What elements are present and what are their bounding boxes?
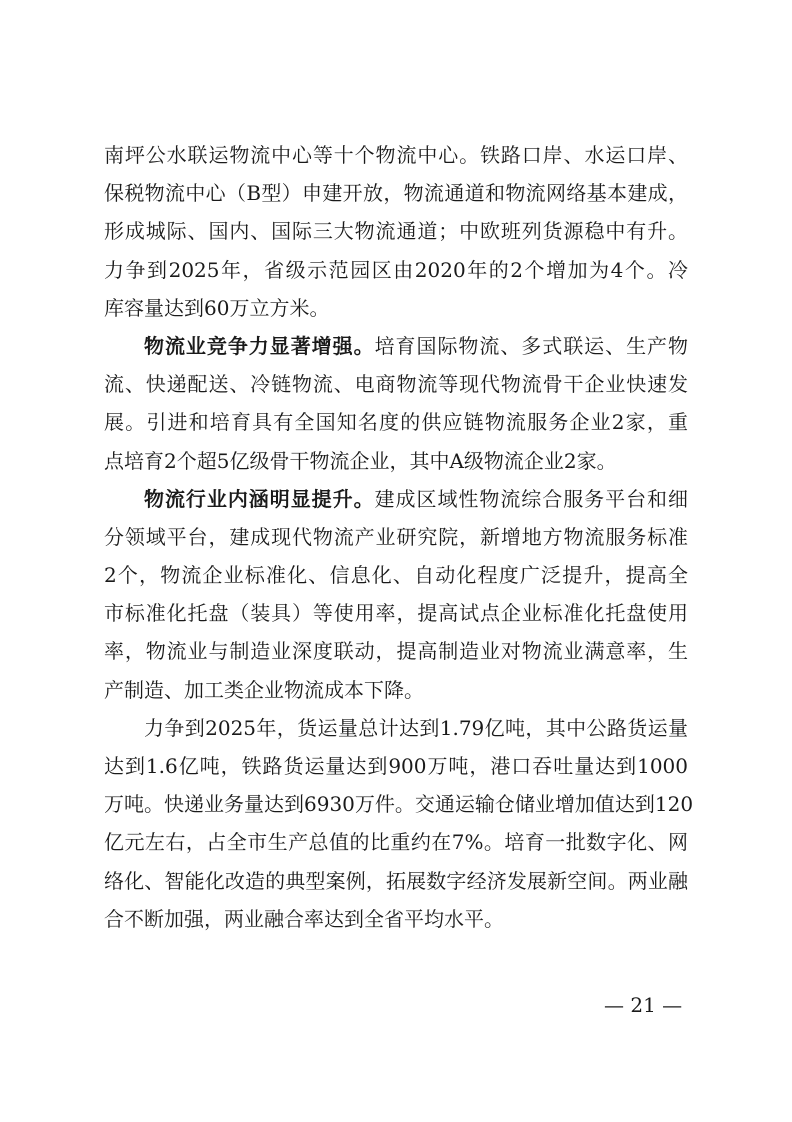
text-line: 万吨。快递业务量达到6930万件。交通运输仓储业增加值达到120 <box>104 792 694 817</box>
text-line: 合不断加强，两业融合率达到全省平均水平。 <box>104 906 504 931</box>
text-line: 形成城际、国内、国际三大物流通道；中欧班列货源稳中有升。 <box>104 219 688 244</box>
text-line: 络化、智能化改造的典型案例，拓展数字经济发展新空间。两业融 <box>104 868 688 893</box>
text-run: 建成区域性物流综合服务平台和细 <box>374 486 689 511</box>
text-line <box>104 480 688 518</box>
paragraph-2025-targets <box>104 709 694 938</box>
body-text <box>104 136 694 938</box>
page-number: — 21 — <box>604 993 683 1017</box>
paragraph-competitiveness <box>104 327 688 480</box>
paragraph-industry-upgrade <box>104 480 688 709</box>
text-line: 分领域平台，建成现代物流产业研究院，新增地方物流服务标准 <box>104 524 688 549</box>
text-line: 流、快递配送、冷链物流、电商物流等现代物流骨干企业快速发 <box>104 372 688 397</box>
text-line: 库容量达到60万立方米。 <box>104 295 330 320</box>
text-run: 培育国际物流、多式联运、生产物 <box>374 333 689 358</box>
text-line: 产制造、加工类企业物流成本下降。 <box>104 677 424 702</box>
text-line <box>104 327 688 365</box>
text-line: 力争到2025年，货运量总计达到1.79亿吨，其中公路货运量 <box>144 715 688 740</box>
text-line: 南坪公水联运物流中心等十个物流中心。铁路口岸、水运口岸、 <box>104 143 688 167</box>
text-line: 力争到2025年，省级示范园区由2020年的2个增加为4个。冷 <box>104 257 688 282</box>
text-line: 2个，物流企业标准化、信息化、自动化程度广泛提升，提高全 <box>104 563 688 588</box>
text-line: 亿元左右，占全市生产总值的比重约在7%。培育一批数字化、网 <box>104 830 688 855</box>
text-line: 市标准化托盘（装具）等使用率，提高试点企业标准化托盘使用 <box>104 601 688 626</box>
text-line: 点培育2个超5亿级骨干物流企业，其中A级物流企业2家。 <box>104 448 617 473</box>
text-line: 率，物流业与制造业深度联动，提高制造业对物流业满意率，生 <box>104 639 688 664</box>
text-line: 达到1.6亿吨，铁路货运量达到900万吨，港口吞吐量达到1000 <box>104 754 688 778</box>
paragraph-logistics-centers <box>104 136 688 327</box>
text-line: 展。引进和培育具有全国知名度的供应链物流服务企业2家，重 <box>104 410 688 435</box>
paragraph-heading: 物流行业内涵明显提升。 <box>144 486 375 511</box>
text-line: 保税物流中心（B型）申建开放，物流通道和物流网络基本建成， <box>104 181 688 206</box>
paragraph-heading: 物流业竞争力显著增强。 <box>144 333 375 358</box>
